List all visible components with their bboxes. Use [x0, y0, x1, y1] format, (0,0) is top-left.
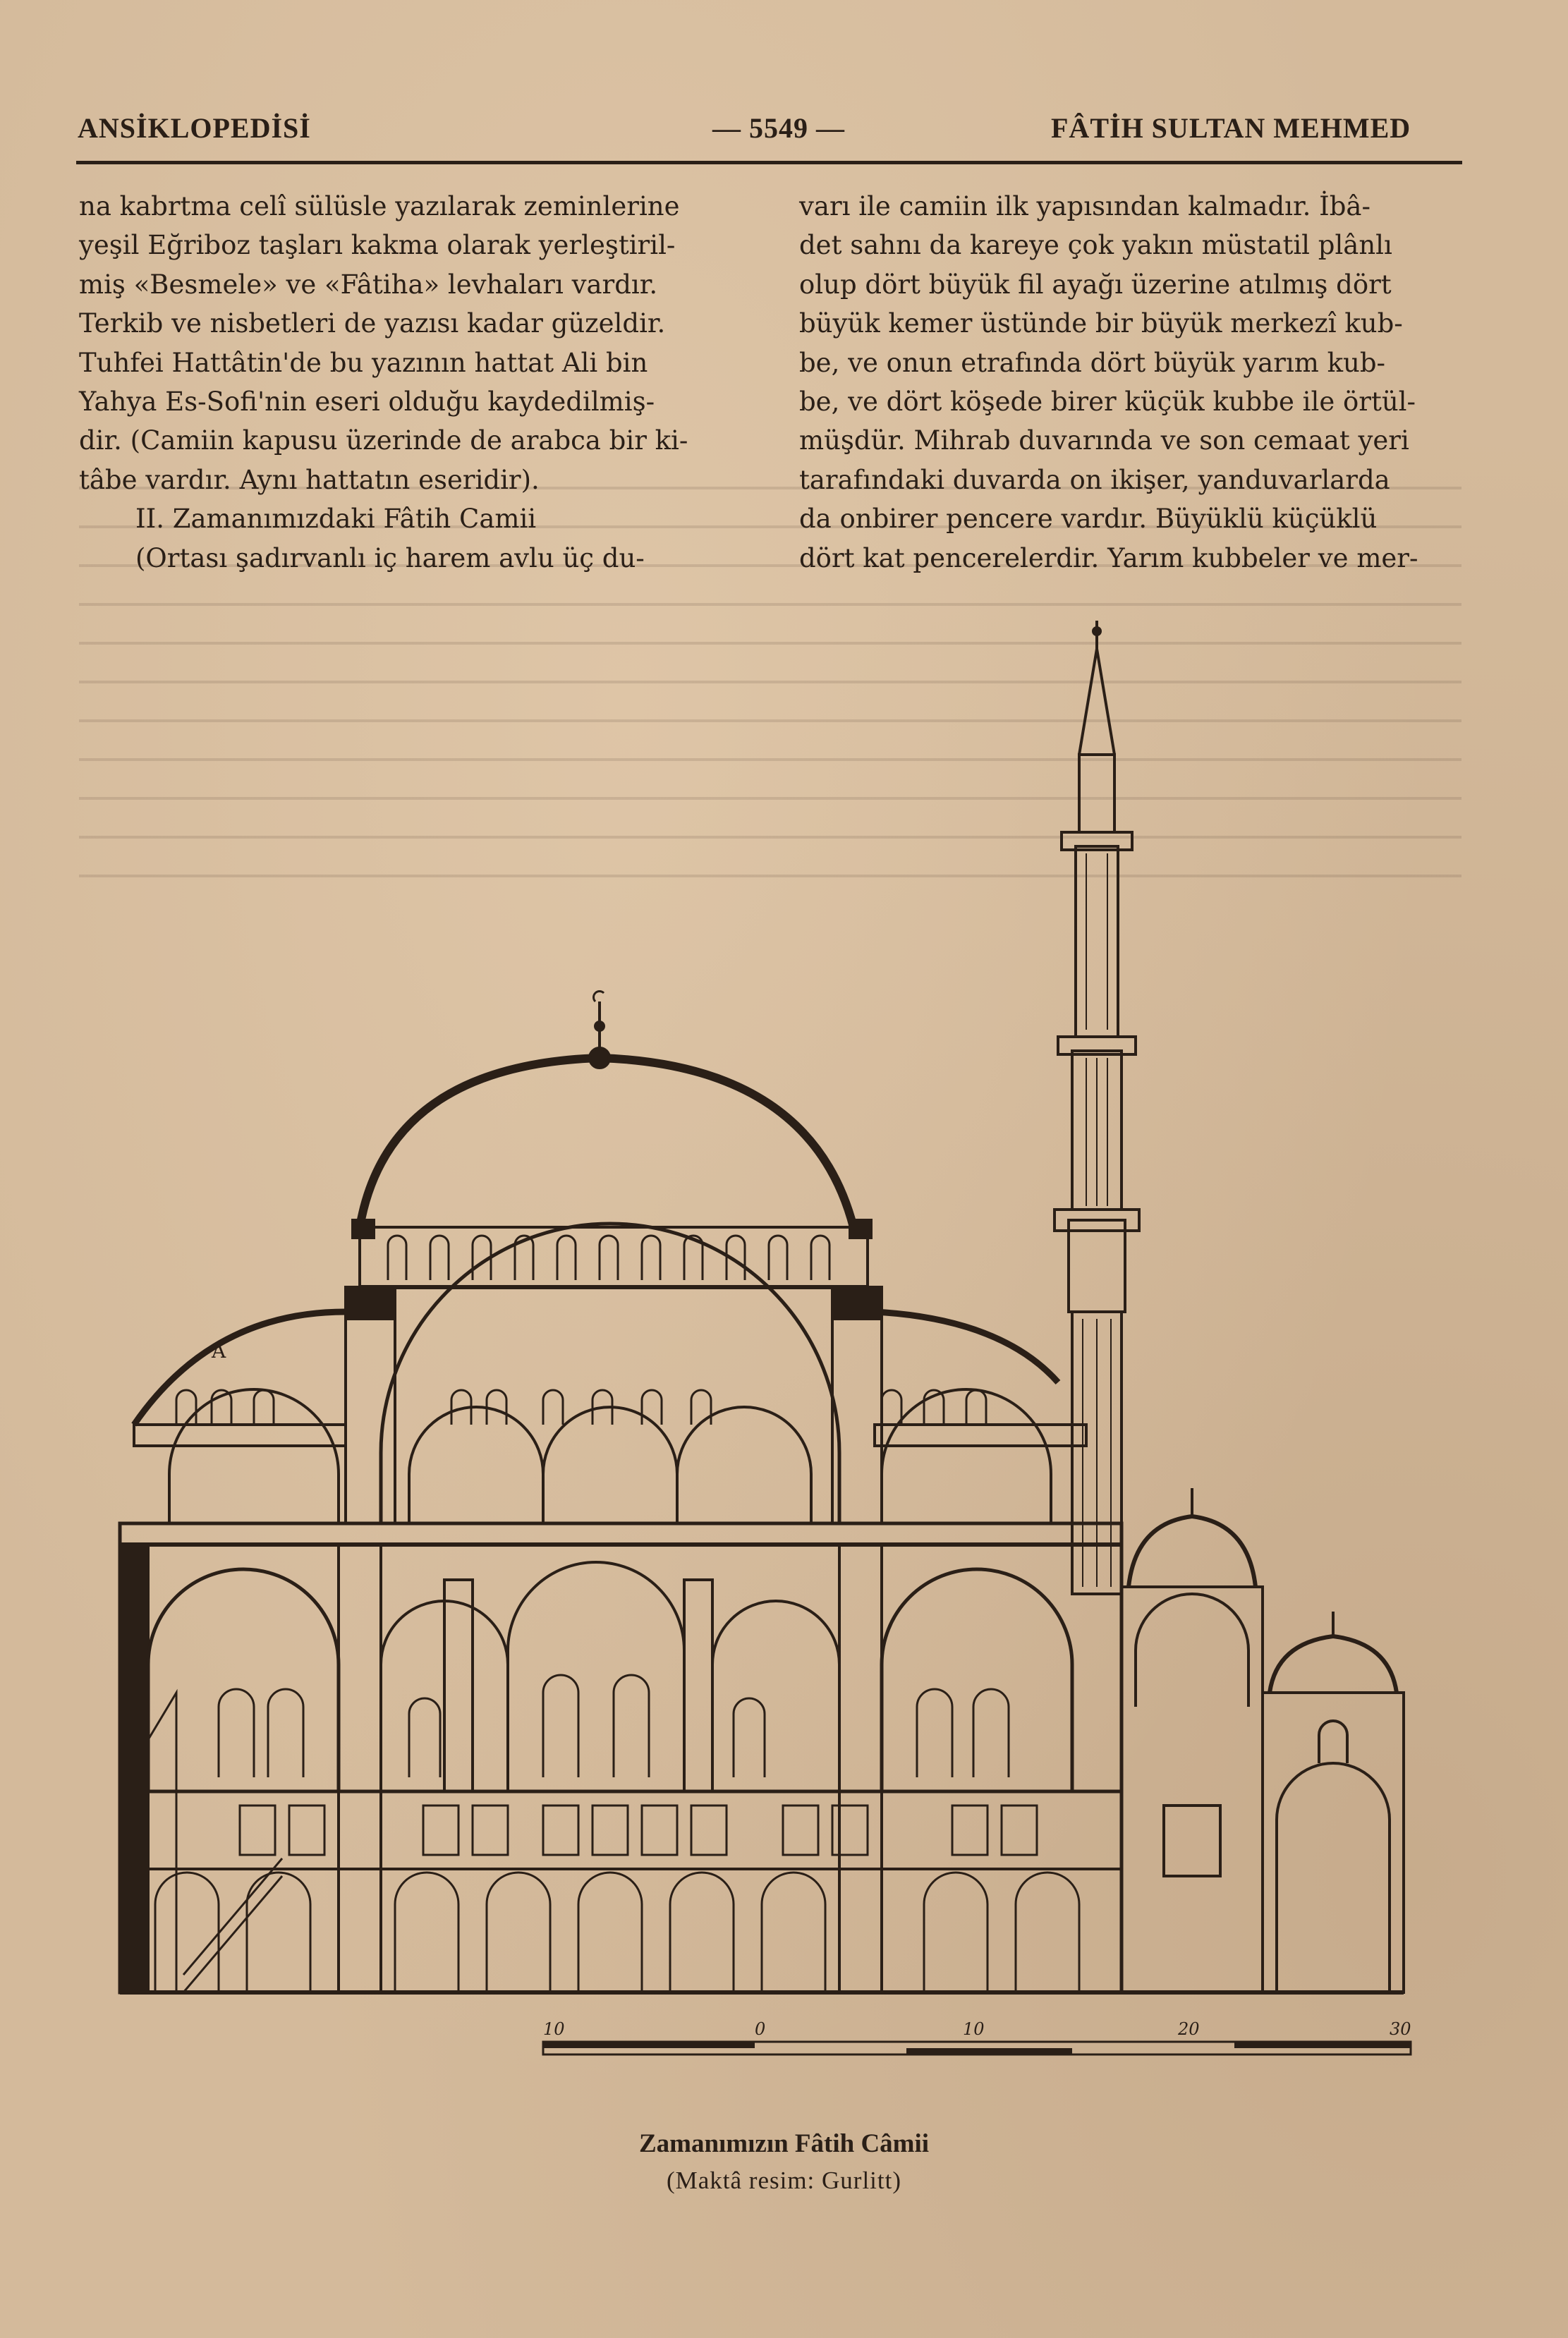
section-subheading: II. Zamanımızdaki Fâtih Camii	[135, 504, 537, 535]
scale-label: 20	[1178, 2019, 1200, 2039]
scale-bar	[543, 2019, 1411, 2054]
running-header-right: FÂTİH SULTAN MEHMED	[1051, 112, 1411, 144]
mosque-section-drawing	[106, 607, 1446, 2074]
text-line: be, ve dört köşede birer küçük kubbe ile örtül-	[799, 386, 1416, 418]
page-number: — 5549 —	[712, 112, 845, 144]
text-line: da onbirer pencere vardır. Büyüklü küçüklü	[799, 504, 1378, 535]
text-line: na kabrtma celî sülüsle yazılarak zeminlerine	[79, 191, 680, 221]
text-line: miş «Besmele» ve «Fâtiha» levhaları vardır.	[79, 269, 658, 300]
scale-label: 10	[963, 2019, 985, 2039]
text-line: müşdür. Mihrab duvarında ve son cemaat yeri	[799, 425, 1409, 456]
text-line: dir. (Camiin kapusu üzerinde de arabca bir ki-	[79, 425, 688, 456]
text-line: Terkib ve nisbetleri de yazısı kadar güzeldir.	[79, 308, 666, 339]
annotation-letter: A	[212, 1339, 226, 1363]
text-line: Yahya Es-Sofi'nin eseri olduğu kaydedilmiş-	[79, 386, 655, 418]
figure-caption-credit: (Maktâ resim: Gurlitt)	[666, 2167, 902, 2194]
text-line: tarafındaki duvarda on ikişer, yanduvarlarda	[799, 464, 1390, 495]
text-line: varı ile camiin ilk yapısından kalmadır. İbâ-	[799, 191, 1371, 221]
scale-label: 10	[543, 2019, 565, 2039]
text-line: det sahnı da kareye çok yakın müstatil plânlı	[799, 230, 1392, 261]
text-line: yeşil Eğriboz taşları kakma olarak yerleştiril-	[79, 230, 676, 261]
header-rule	[76, 161, 1462, 164]
text-line: (Ortası şadırvanlı iç harem avlu üç du-	[135, 542, 645, 573]
text-line: olup dört büyük fil ayağı üzerine atılmış dört	[799, 269, 1392, 300]
text-line: dört kat pencerelerdir. Yarım kubbeler ve mer-	[799, 542, 1418, 573]
text-line: tâbe vardır. Aynı hattatın eseridir).	[79, 464, 540, 495]
scale-label: 30	[1390, 2019, 1411, 2039]
scale-label: 0	[755, 2019, 766, 2039]
text-line: Tuhfei Hattâtin'de bu yazının hattat Ali bin	[79, 347, 648, 378]
text-line: büyük kemer üstünde bir büyük merkezî kub-	[799, 308, 1403, 339]
running-header-left: ANSİKLOPEDİSİ	[78, 112, 311, 144]
figure-caption-title: Zamanımızın Fâtih Câmii	[638, 2129, 930, 2158]
text-line: be, ve onun etrafında dört büyük yarım kub-	[799, 347, 1386, 378]
